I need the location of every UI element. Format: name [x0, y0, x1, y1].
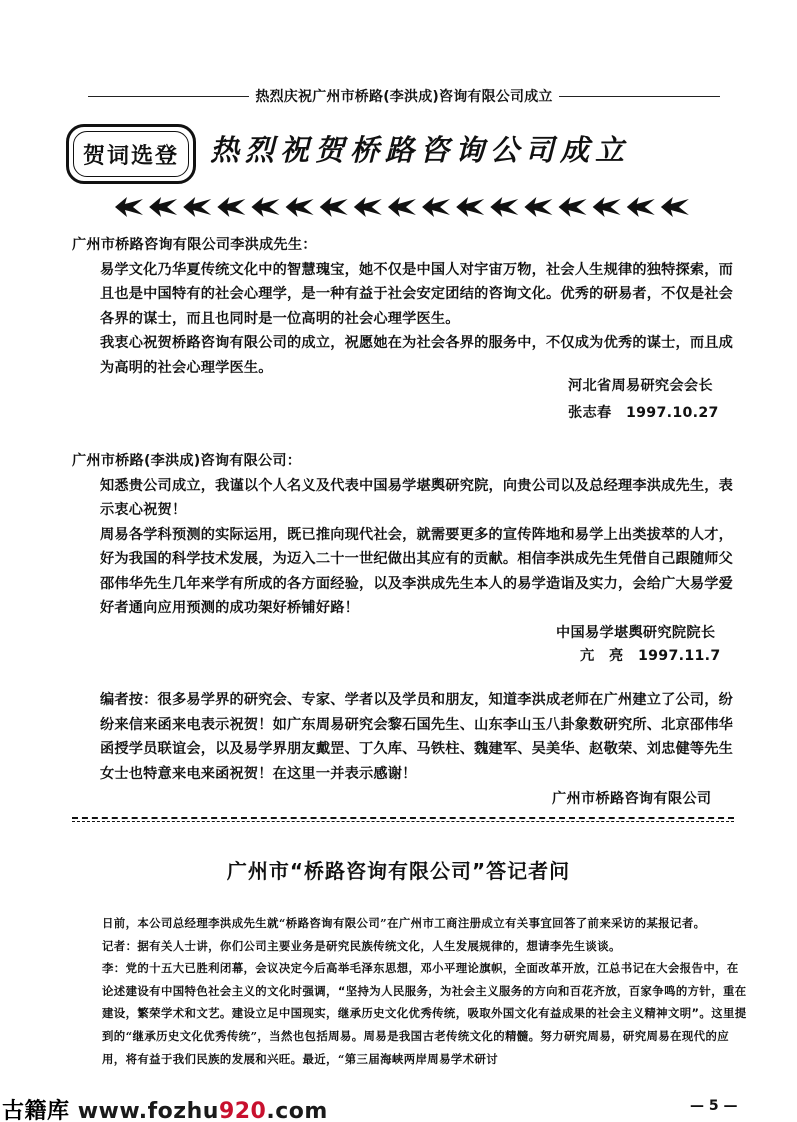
swallow-icon	[490, 197, 518, 217]
site-watermark	[0, 1094, 330, 1122]
section-divider	[72, 817, 734, 822]
swallow-icon	[593, 197, 621, 217]
swallow-icon	[320, 197, 348, 217]
watermark-tld: .com	[266, 1099, 328, 1122]
watermark-num: 920	[218, 1099, 267, 1122]
swallow-icon	[388, 197, 416, 217]
letter1-salutation: 广州市桥路咨询有限公司李洪成先生：	[72, 237, 317, 253]
editor-note	[72, 688, 734, 786]
letter2-signature: 亢 亮 1997.11.7	[580, 648, 721, 664]
swallow-icon	[251, 197, 279, 217]
banner-rule-right	[559, 96, 720, 97]
swallow-icon	[115, 197, 143, 217]
interview-paragraph-1: 日前，本公司总经理李洪成先生就“桥路咨询有限公司”在广州市工商注册成立有关事宜回答了前来采访的某报记者。	[102, 916, 706, 930]
interview-p3-part-a: 李：党的十五大已胜利闭幕，会议决定今后高举毛泽东思想，邓小平理论旗帜，全面改革开放，江总书记在大会报告中，在论述建设有中国特色社会主义的文化时强调，	[102, 961, 739, 998]
interview-paragraph-2: 记者：据有关人士讲，你们公司主要业务是研究民族传统文化，人生发展规律的，想请李先生谈谈。	[102, 938, 621, 953]
letter2-salutation: 广州市桥路(李洪成)咨询有限公司：	[72, 453, 302, 469]
swallow-icon	[422, 197, 450, 217]
section-title: 广州市“桥路咨询有限公司”答记者问	[226, 859, 571, 883]
swallow-icon	[627, 197, 655, 217]
letter2-paragraph-2: 周易各学科预测的实际运用，既已推向现代社会，就需要更多的宣传阵地和易学上出类拔萃的人才，好为我国的科学技术发展，为迈入二十一世纪做出其应有的贡献。相信李洪成先生凭借自己跟随师父邵伟华先生几年来学有所成的各方面经验，以及李洪成先生本人的易学造诣及实力，会给广大易学爱好者通向应用预测的成功架好桥铺好路！	[100, 526, 734, 616]
interview-p3-part-c: 。这里提到的“继承历史文化优秀传统”，当然也包括周易。周易是我国古老传统文化的精髓。努力研究周易，研究周易在现代的应用，将有益于我们民族的发展和兴旺。最近，“第三届海峡两岸周易学术研讨	[102, 1006, 747, 1066]
swallow-icon	[183, 197, 211, 217]
letter1-signature: 张志春 1997.10.27	[568, 405, 719, 421]
interview-p3-quote: “坚持为人民服务，为社会主义服务的方向和百花齐放，百家争鸣的方针，重在建设，繁荣学术和文艺。建设立足中国现实，继承历史文化优秀传统，吸取外国文化有益成果的社会主义精神文明”	[102, 983, 747, 1021]
swallow-icon	[149, 197, 177, 217]
letter2-paragraph-1: 知悉贵公司成立，我谨以个人名义及代表中国易学堪舆研究院，向贵公司以及总经理李洪成先生，表示衷心祝贺！	[100, 477, 734, 518]
page-number: — 5 —	[690, 1098, 738, 1114]
editor-note-text: 编者按：很多易学界的研究会、专家、学者以及学员和朋友，知道李洪成老师在广州建立了公司，纷纷来信来函来电表示祝贺！如广东周易研究会黎石国先生、山东李山玉八卦象数研究所、北京邵伟华函授学员联谊会，以及易学界朋友戴罡、丁久库、马铁柱、魏建军、吴美华、赵敬荣、刘忠健等先生女士也特意来电来函祝贺！在这里一并表示感谢！	[100, 692, 734, 782]
stamp-label: 贺词选登	[82, 142, 179, 169]
interview-body	[78, 912, 748, 1070]
swallow-border-decoration	[113, 193, 693, 221]
top-banner	[88, 86, 720, 106]
banner-text: 热烈庆祝广州市桥路(李洪成)咨询有限公司成立	[255, 89, 553, 105]
interview-paragraph-3	[78, 957, 748, 1070]
swallow-icon	[354, 197, 382, 217]
swallow-icon	[524, 197, 552, 217]
letter1-org: 河北省周易研究会会长	[568, 378, 713, 394]
swallow-icon	[559, 197, 587, 217]
letter2-body	[72, 449, 734, 621]
banner-rule-left	[88, 96, 249, 97]
watermark-url: www.fozhu	[77, 1099, 219, 1122]
swallow-icon	[286, 197, 314, 217]
letter1-paragraph-1: 易学文化乃华夏传统文化中的智慧瑰宝，她不仅是中国人对宇宙万物，社会人生规律的独特探索，而且也是中国特有的社会心理学，是一种有益于社会安定团结的咨询文化。优秀的研易者，不仅是社会各界的谋士，而且也同时是一位高明的社会心理学医生。	[100, 261, 734, 327]
swallow-icon	[456, 197, 484, 217]
swallow-icon	[217, 197, 245, 217]
letter1-body	[72, 233, 734, 380]
letter2-org: 中国易学堪舆研究院院长	[556, 625, 716, 641]
letter1-paragraph-2: 我衷心祝贺桥路咨询有限公司的成立，祝愿她在为社会各界的服务中，不仅成为优秀的谋士，而且成为高明的社会心理学医生。	[100, 335, 734, 376]
swallow-icon	[661, 197, 689, 217]
editor-note-signature: 广州市桥路咨询有限公司	[552, 791, 712, 807]
stamp-badge	[66, 124, 196, 184]
watermark-cn: 古籍库	[2, 1099, 70, 1122]
headline: 热烈祝贺桥路咨询公司成立	[210, 133, 631, 167]
